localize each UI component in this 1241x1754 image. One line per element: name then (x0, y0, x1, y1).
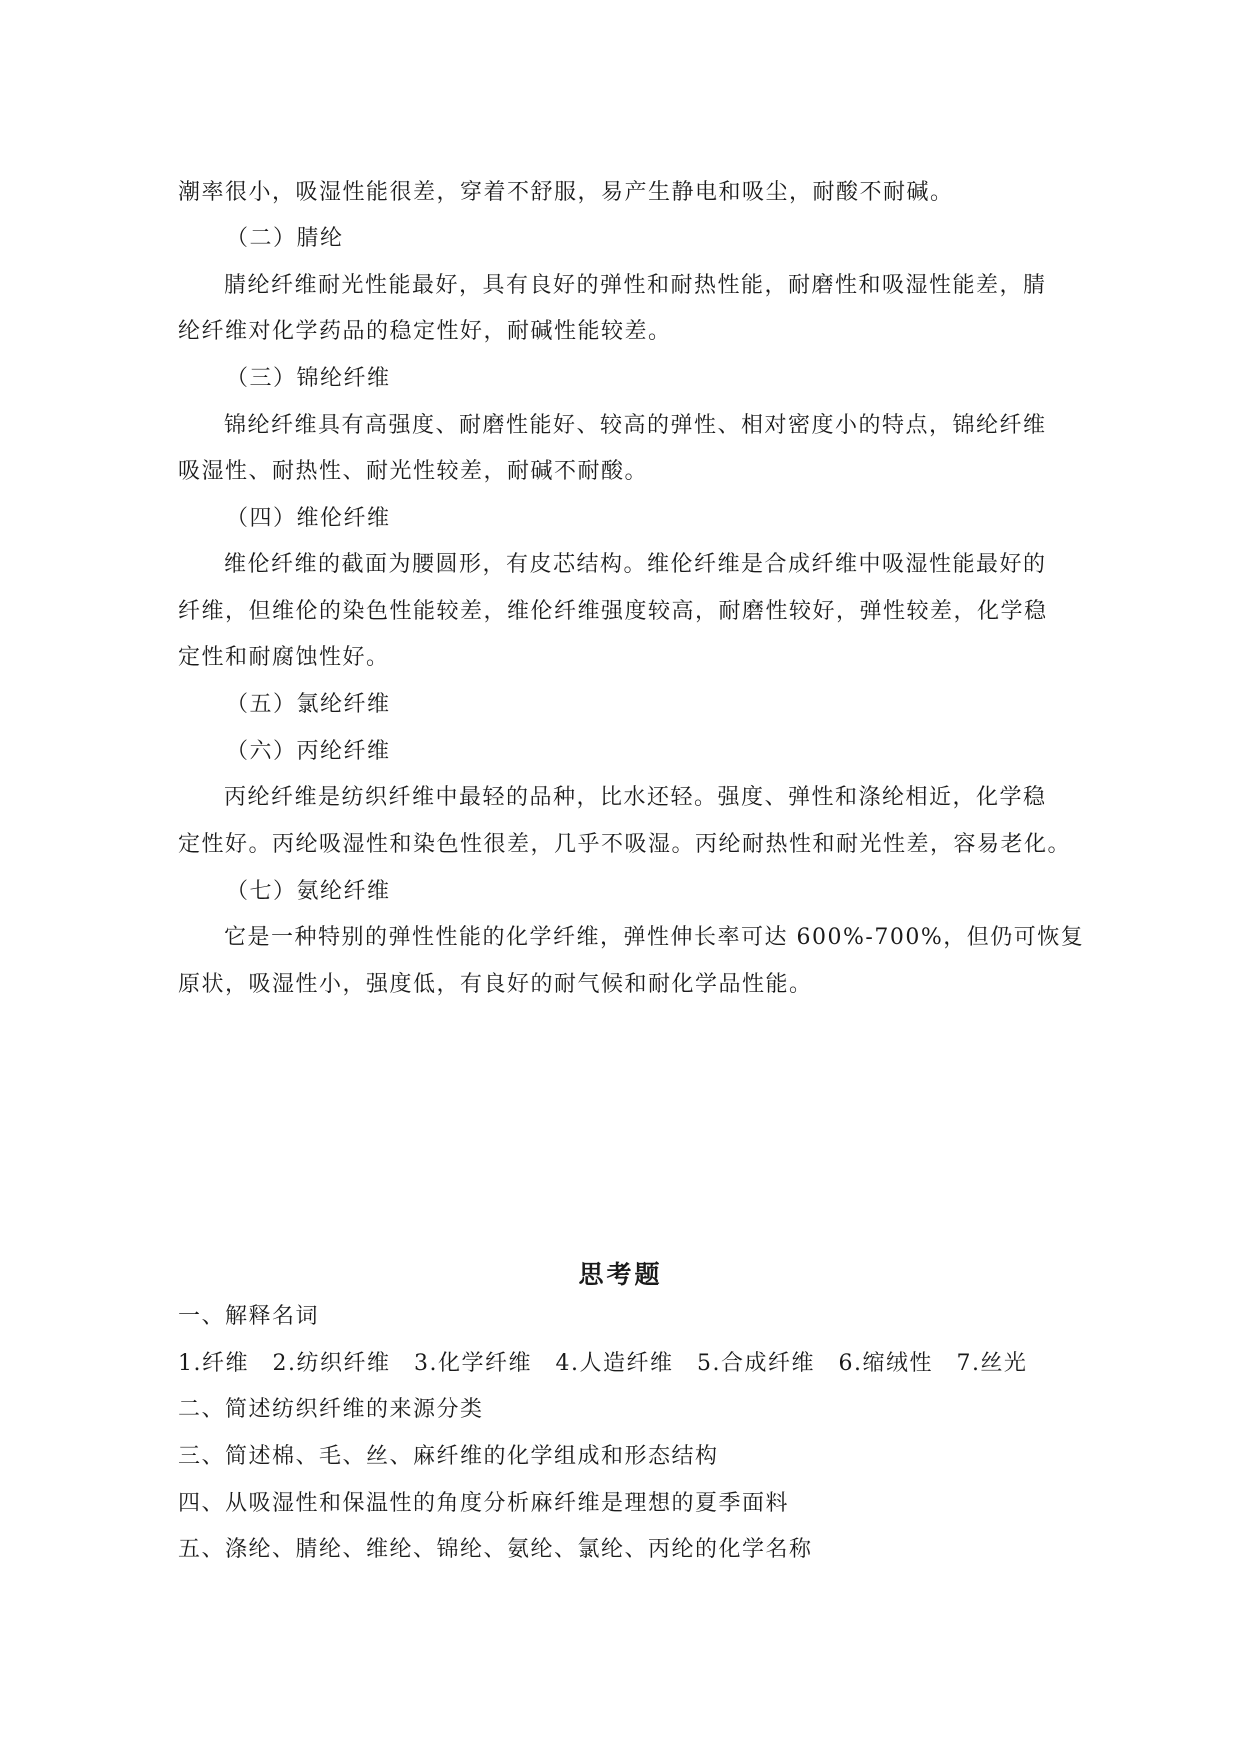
section-heading-nylon: （三）锦纶纤维 (226, 366, 391, 391)
paragraph-line: 定性和耐腐蚀性好。 (178, 645, 390, 670)
paragraph-line: 它是一种特别的弹性性能的化学纤维，弹性伸长率可达 600%-700%，但仍可恢复 (224, 925, 1085, 950)
paragraph-line: 潮率很小，吸湿性能很差，穿着不舒服，易产生静电和吸尘，耐酸不耐碱。 (178, 180, 954, 205)
paragraph-line: 纤维，但维伦的染色性能较差，维伦纤维强度较高，耐磨性较好，弹性较差，化学稳 (178, 599, 1048, 624)
question-item: 五、涤纶、腈纶、维纶、锦纶、氨纶、氯纶、丙纶的化学名称 (178, 1537, 813, 1562)
paragraph-line: 定性好。丙纶吸湿性和染色性很差，几乎不吸湿。丙纶耐热性和耐光性差，容易老化。 (178, 832, 1072, 857)
paragraph-line: 腈纶纤维耐光性能最好，具有良好的弹性和耐热性能，耐磨性和吸湿性能差，腈 (224, 273, 1047, 298)
paragraph-line: 吸湿性、耐热性、耐光性较差，耐碱不耐酸。 (178, 459, 649, 484)
question-item: 三、简述棉、毛、丝、麻纤维的化学组成和形态结构 (178, 1444, 719, 1469)
question-item: 四、从吸湿性和保温性的角度分析麻纤维是理想的夏季面料 (178, 1491, 790, 1516)
term-list: 1.纤维 2.纺织纤维 3.化学纤维 4.人造纤维 5.合成纤维 6.缩绒性 7.丝光 (178, 1351, 1028, 1376)
paragraph-line: 原状，吸湿性小，强度低，有良好的耐气候和耐化学品性能。 (178, 972, 813, 997)
section-heading-chlorofiber: （五）氯纶纤维 (226, 692, 391, 717)
paragraph-line: 锦纶纤维具有高强度、耐磨性能好、较高的弹性、相对密度小的特点，锦纶纤维 (224, 413, 1047, 438)
paragraph-line: 丙纶纤维是纺织纤维中最轻的品种，比水还轻。强度、弹性和涤纶相近，化学稳 (224, 785, 1047, 810)
question-item: 二、简述纺织纤维的来源分类 (178, 1397, 484, 1422)
section-heading-spandex: （七）氨纶纤维 (226, 879, 391, 904)
questions-title: 思考题 (578, 1260, 663, 1289)
section-heading-vinylon: （四）维伦纤维 (226, 506, 391, 531)
paragraph-line: 纶纤维对化学药品的稳定性好，耐碱性能较差。 (178, 319, 672, 344)
section-heading-acrylic: （二）腈纶 (226, 226, 344, 251)
paragraph-line: 维伦纤维的截面为腰圆形，有皮芯结构。维伦纤维是合成纤维中吸湿性能最好的 (224, 552, 1047, 577)
section-heading-polypropylene: （六）丙纶纤维 (226, 739, 391, 764)
question-heading: 一、解释名词 (178, 1304, 320, 1329)
